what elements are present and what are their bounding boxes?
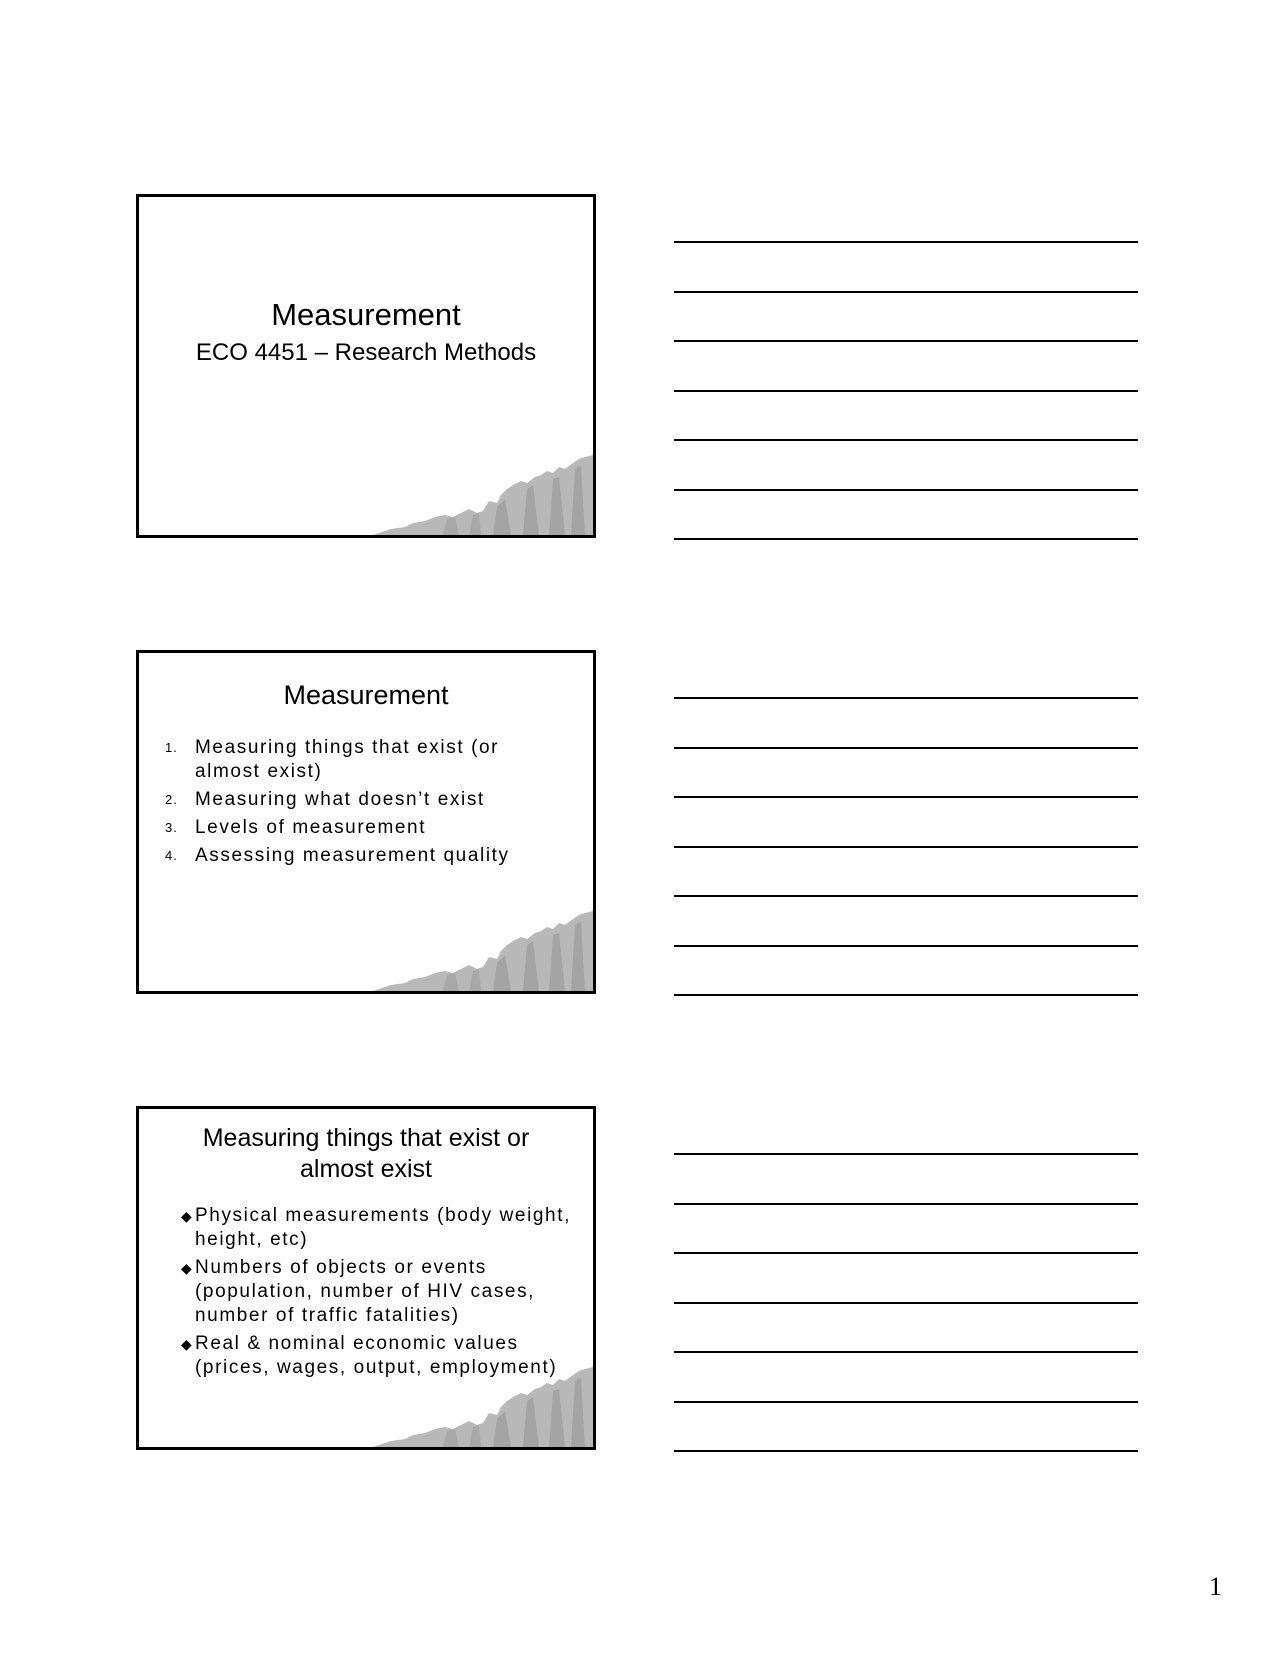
note-line — [674, 846, 1138, 848]
note-line — [674, 1351, 1138, 1353]
mountain-decoration-icon — [373, 911, 593, 991]
list-item — [165, 844, 565, 868]
slide-heading: Measurement — [283, 680, 449, 710]
note-line — [674, 489, 1138, 491]
mountain-decoration-icon — [373, 455, 593, 535]
note-line — [674, 241, 1138, 243]
list-item-text: Assessing measurement quality — [195, 845, 510, 866]
slide-exist — [136, 1106, 596, 1450]
note-line — [674, 1302, 1138, 1304]
note-lines — [674, 1153, 1138, 1500]
list-number: 3. — [165, 820, 178, 835]
note-line — [674, 439, 1138, 441]
list-item-text: Real & nominal economic values (prices, wages, output, employment) — [195, 1333, 558, 1378]
list-number: 2. — [165, 792, 178, 807]
diamond-bullet-icon: ◆ — [181, 1260, 192, 1276]
list-item — [165, 736, 565, 784]
mountain-decoration-icon — [373, 1367, 593, 1447]
list-item — [165, 788, 565, 812]
note-line — [674, 895, 1138, 897]
bullet-list — [181, 1204, 571, 1384]
slide-heading — [139, 1123, 593, 1185]
slide-title — [136, 194, 596, 538]
list-number: 4. — [165, 848, 178, 863]
note-line — [674, 1153, 1138, 1155]
slide-heading-line: Measuring things that exist or — [202, 1124, 530, 1152]
diamond-bullet-icon: ◆ — [181, 1336, 192, 1352]
numbered-list — [165, 736, 565, 872]
note-line — [674, 340, 1138, 342]
list-number: 1. — [165, 740, 178, 755]
list-item-text: Physical measurements (body weight, height, etc) — [195, 1205, 571, 1250]
note-line — [674, 1450, 1138, 1452]
note-line — [674, 1203, 1138, 1205]
diamond-bullet-icon: ◆ — [181, 1208, 192, 1224]
note-line — [674, 1252, 1138, 1254]
note-lines — [674, 241, 1138, 588]
list-item-text: Measuring what doesn’t exist — [195, 789, 485, 810]
list-item-text: Levels of measurement — [195, 817, 427, 838]
note-line — [674, 390, 1138, 392]
list-item — [165, 816, 565, 840]
slide-subtitle-text: ECO 4451 – Research Methods — [195, 339, 537, 366]
list-item — [181, 1204, 571, 1252]
note-line — [674, 697, 1138, 699]
note-line — [674, 538, 1138, 540]
list-item-text: Numbers of objects or events (population, number of HIV cases, number of traffic fatalities) — [195, 1257, 536, 1326]
note-lines — [674, 697, 1138, 1044]
list-item — [181, 1256, 571, 1328]
note-line — [674, 945, 1138, 947]
note-line — [674, 747, 1138, 749]
note-line — [674, 994, 1138, 996]
page-number: 1 — [1209, 1572, 1222, 1601]
list-item-text: Measuring things that exist (or almost exist) — [195, 737, 500, 782]
slide-outline — [136, 650, 596, 994]
note-line — [674, 291, 1138, 293]
note-line — [674, 1401, 1138, 1403]
note-line — [674, 796, 1138, 798]
slide-title-text: Measurement — [271, 297, 461, 332]
slide-heading-line: almost exist — [300, 1155, 432, 1183]
